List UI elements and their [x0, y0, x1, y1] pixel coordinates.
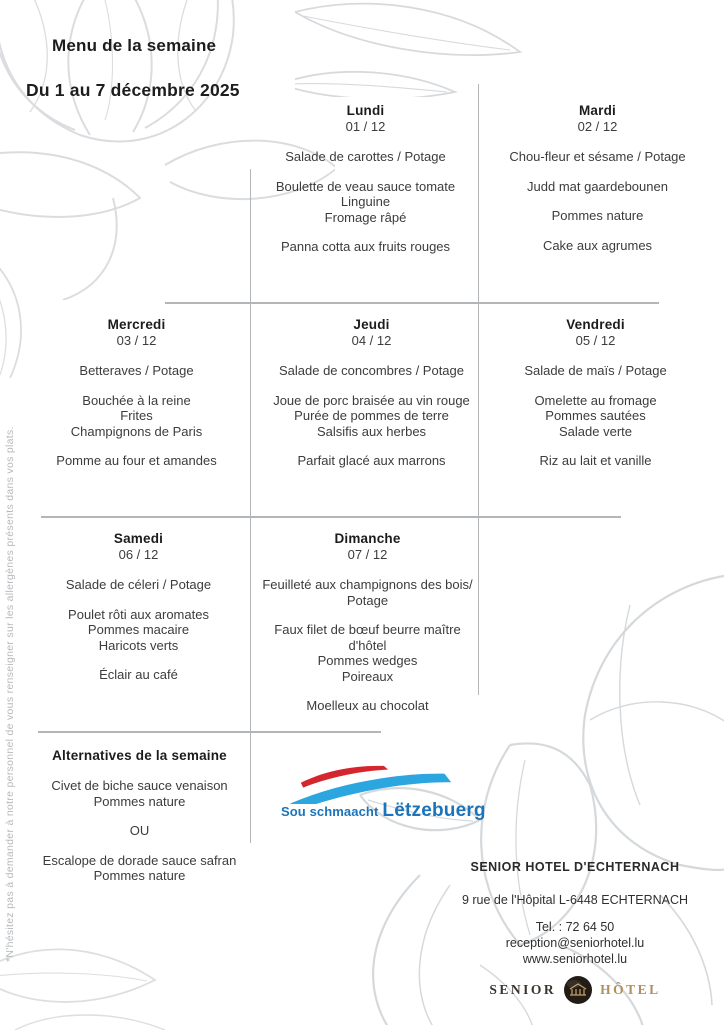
hotel-emblem-icon: [563, 975, 593, 1005]
day-date: 03 / 12: [116, 333, 157, 348]
course-group: [24, 363, 249, 379]
course-group: [26, 607, 251, 654]
hotel-phone: Tel. : 72 64 50: [535, 920, 615, 934]
menu-item: Purée de pommes de terre: [294, 408, 449, 423]
campaign-logo-line1: Sou schmaacht: [281, 804, 379, 819]
day-date: 02 / 12: [577, 119, 618, 134]
day-date: 06 / 12: [118, 547, 159, 562]
menu-item: Parfait glacé aux marrons: [297, 453, 446, 468]
course-group: [255, 622, 480, 684]
day-cell-jeudi: [259, 317, 484, 483]
day-name: Lundi: [346, 103, 385, 118]
course-group: [485, 179, 710, 195]
menu-item: Frites: [120, 408, 153, 423]
contact-block: [438, 860, 712, 1005]
day-date: 01 / 12: [345, 119, 386, 134]
course-group: [485, 238, 710, 254]
course-group: [253, 179, 478, 226]
course-group: [259, 453, 484, 469]
menu-item: Linguine: [340, 194, 391, 209]
grid-horizontal-line-3: [38, 731, 381, 733]
page-title: Menu de la semaine: [52, 36, 217, 55]
campaign-logo-text: [281, 800, 486, 822]
menu-item: Salsifis aux herbes: [316, 423, 427, 439]
menu-item: Pommes nature: [93, 868, 186, 883]
menu-item: Poireaux: [341, 668, 394, 684]
hotel-website: www.seniorhotel.lu: [522, 952, 628, 966]
menu-item: Pommes macaire: [87, 622, 190, 637]
luxembourg-flag-brush-icon: [285, 762, 453, 804]
hotel-address: 9 rue de l'Hôpital L-6448 ECHTERNACH: [461, 893, 689, 907]
menu-item: Joue de porc braisée au vin rouge: [273, 392, 470, 408]
course-group: [259, 393, 484, 440]
menu-item: Pommes wedges: [317, 653, 418, 668]
day-name: Mercredi: [107, 317, 166, 332]
course-group: [24, 453, 249, 469]
menu-item: Salade de concombres / Potage: [278, 363, 464, 378]
course-group: [26, 667, 251, 683]
hotel-logo-text-senior: SENIOR: [489, 982, 557, 997]
grid-vertical-line-left: [250, 169, 251, 843]
course-group: [27, 823, 252, 839]
day-name: Dimanche: [334, 531, 401, 546]
day-name: Samedi: [113, 531, 164, 546]
course-group: [483, 393, 708, 440]
menu-item: OU: [129, 823, 150, 838]
menu-item: Poulet rôti aux aromates: [68, 606, 209, 622]
day-cell-vendredi: [483, 317, 708, 483]
allergen-note: *N'hésitez pas à demander à notre personnel de vous renseigner sur les allergènes présents dans vos plats.: [4, 426, 16, 962]
menu-item: Omelette au fromage: [534, 392, 657, 408]
sou-schmaacht-letzebuerg-logo: [281, 762, 486, 822]
menu-item: Salade verte: [559, 423, 632, 439]
menu-item: Pomme au four et amandes: [56, 453, 217, 468]
menu-item: Pommes nature: [93, 793, 186, 809]
menu-item: Bouchée à la reine: [82, 392, 191, 408]
menu-item: Escalope de dorade sauce safran: [42, 852, 237, 868]
day-name: Mardi: [578, 103, 616, 118]
day-date: 04 / 12: [351, 333, 392, 348]
menu-item: Chou-fleur et sésame / Potage: [509, 149, 686, 164]
alternatives-courses: [27, 778, 252, 884]
course-group: [483, 453, 708, 469]
menu-item: Cake aux agrumes: [542, 237, 653, 253]
course-group: [255, 698, 480, 714]
menu-item: Pommes sautées: [545, 408, 646, 423]
page-subtitle: Du 1 au 7 décembre 2025: [26, 80, 240, 100]
menu-item: Faux filet de bœuf beurre maître d'hôtel: [274, 622, 461, 653]
course-group: [483, 363, 708, 379]
menu-item: Pommes nature: [551, 208, 644, 223]
menu-item: Fromage râpé: [324, 209, 407, 225]
course-group: [485, 208, 710, 224]
day-name: Vendredi: [566, 317, 625, 332]
hotel-email: reception@seniorhotel.lu: [505, 936, 645, 950]
senior-hotel-logo: [438, 975, 712, 1005]
day-cell-samedi: [26, 531, 251, 697]
course-group: [27, 853, 252, 884]
course-group: [26, 577, 251, 593]
menu-item: Boulette de veau sauce tomate: [275, 178, 456, 194]
menu-item: Riz au lait et vanille: [539, 453, 652, 468]
alternatives-heading: Alternatives de la semaine: [52, 748, 227, 763]
hotel-logo-text-hotel: HÔTEL: [600, 982, 661, 997]
course-group: [24, 393, 249, 440]
day-date: 07 / 12: [347, 547, 388, 562]
course-group: [253, 149, 478, 165]
menu-item: Champignons de Paris: [70, 423, 203, 439]
day-cell-mercredi: [24, 317, 249, 483]
menu-item: Éclair au café: [99, 667, 178, 682]
menu-item: Judd mat gaardebounen: [527, 178, 668, 194]
day-cell-lundi: [253, 103, 478, 269]
grid-horizontal-line-1: [165, 302, 659, 304]
hotel-name: SENIOR HOTEL D'ECHTERNACH: [470, 860, 680, 874]
menu-item: Salade de maïs / Potage: [524, 363, 667, 378]
grid-horizontal-line-2: [41, 516, 621, 518]
course-group: [255, 577, 480, 608]
menu-item: Salade de carottes / Potage: [285, 149, 446, 164]
course-group: [27, 778, 252, 809]
course-group: [485, 149, 710, 165]
menu-item: Haricots verts: [98, 637, 179, 653]
alternatives-cell: [27, 748, 252, 898]
menu-item: Salade de céleri / Potage: [65, 577, 212, 592]
menu-item: Feuilleté aux champignons des bois/ Potage: [262, 577, 473, 608]
menu-item: Panna cotta aux fruits rouges: [280, 239, 451, 254]
menu-item: Betteraves / Potage: [79, 363, 194, 378]
course-group: [259, 363, 484, 379]
course-group: [253, 239, 478, 255]
day-date: 05 / 12: [575, 333, 616, 348]
campaign-logo-line2: Lëtzebuerg: [382, 800, 486, 821]
day-name: Jeudi: [353, 317, 390, 332]
menu-item: Civet de biche sauce venaison: [51, 778, 228, 793]
day-cell-dimanche: [255, 531, 480, 728]
day-cell-mardi: [485, 103, 710, 267]
menu-item: Moelleux au chocolat: [306, 698, 429, 713]
